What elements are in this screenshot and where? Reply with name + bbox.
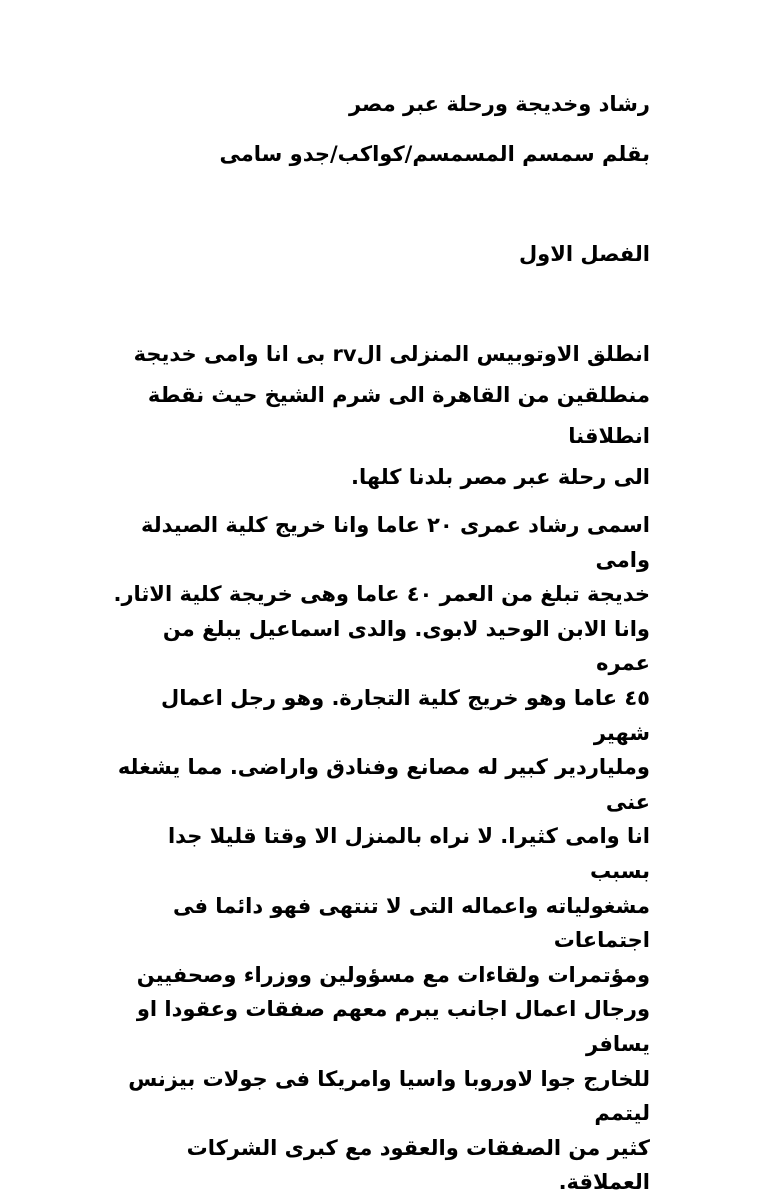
chapter-heading: الفصل الاول (518, 242, 650, 266)
paragraph-2: اسمى رشاد عمرى ٢٠ عاما وانا خريج كلية الصيدلة وامى خديجة تبلغ من العمر ٤٠ عاما وهى خريجة كلية الاثار. وانا الابن الوحيد لابوى. والدى اسماعيل يبلغ من عمره ٤٥ عاما وهو خريج كلية التجارة. وهو رجل اعمال شهير وملياردير كبير له مصانع وفنادق واراضى. مما يشغله عنى انا وامى كثيرا. لا نراه بالمنزل الا وقتا قليلا جدا بسبب مشغولياته واعماله التى لا تنتهى فهو دائما فى اجتماعات ومؤتمرات ولقاءات مع مسؤولين ووزراء وصحفيين ورجال اعمال اجانب يبرم معهم صفقات وعقودا او يسافر للخارج جوا لاوروبا واسيا وامريكا فى جولات بيزنس ليتمم كثير من الصفقات والعقود مع كبرى الشركات العملاقة. (113, 513, 650, 1195)
author-line: بقلم سمسم المسمسم/كواكب/جدو سامى (219, 142, 650, 166)
paragraph-1: انطلق الاوتوبيس المنزلى الrv بى انا وامى خديجة منطلقين من القاهرة الى شرم الشيخ حيث نقطة انطلاقنا الى رحلة عبر مصر بلدنا كلها. (133, 342, 650, 489)
document-title: رشاد وخديجة ورحلة عبر مصر (348, 92, 650, 116)
